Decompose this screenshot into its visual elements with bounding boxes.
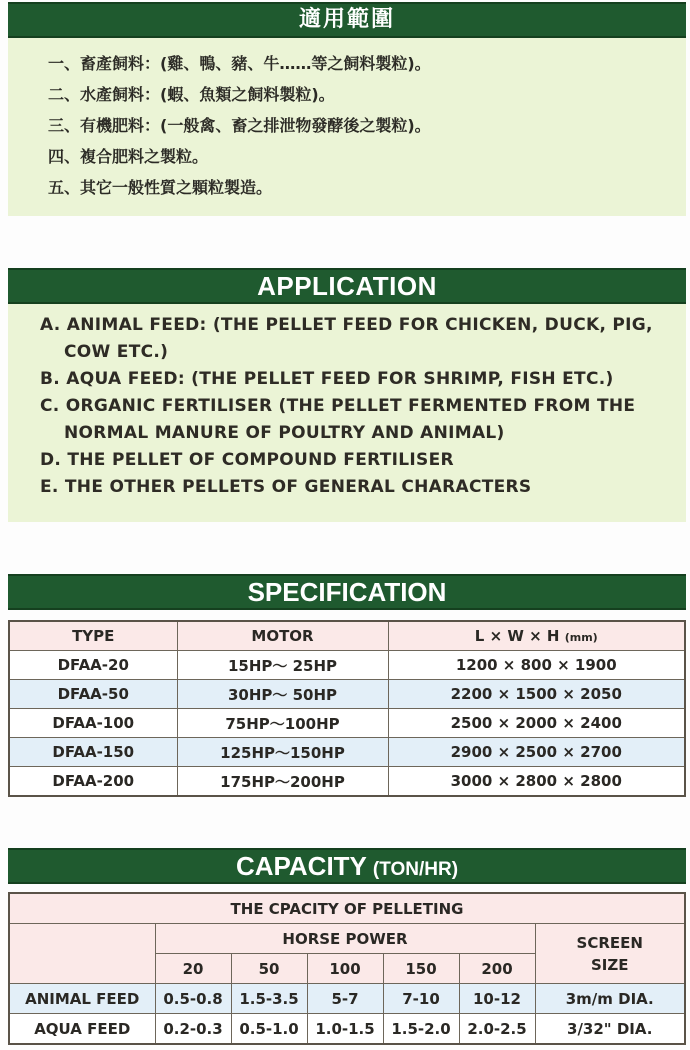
dimensions-cell: 3000 × 2800 × 2800 xyxy=(388,767,685,797)
dimensions-column-header xyxy=(388,621,685,651)
capacity-cell: 0.5-0.8 xyxy=(155,984,231,1014)
capacity-title: CAPACITY xyxy=(235,851,367,881)
application-title: APPLICATION xyxy=(8,268,686,304)
capacity-unit: (TON/HR) xyxy=(372,859,459,880)
type-cell: DFAA-100 xyxy=(9,709,177,738)
screen-size-cell: 3m/m DIA. xyxy=(535,984,685,1014)
application-item: E. THE OTHER PELLETS OF GENERAL CHARACTERS xyxy=(40,477,532,497)
application-item: A. ANIMAL FEED: (THE PELLET FEED FOR CHICKEN, DUCK, PIG, xyxy=(40,315,653,335)
table-header-row xyxy=(9,621,685,651)
capacity-title-bar xyxy=(8,848,686,884)
dimensions-label: L × W × H xyxy=(474,627,560,645)
application-panel xyxy=(8,304,686,522)
horse-power-header: HORSE POWER xyxy=(155,924,535,954)
table-row xyxy=(9,767,685,797)
dimensions-unit: (mm) xyxy=(564,631,598,644)
application-item: D. THE PELLET OF COMPOUND FERTILISER xyxy=(40,450,454,470)
feed-type-label: ANIMAL FEED xyxy=(9,984,155,1014)
chinese-scope-item: 二、水產飼料：(蝦、魚類之飼料製粒)。 xyxy=(48,85,335,104)
table-row xyxy=(9,651,685,680)
motor-cell: 15HP～ 25HP xyxy=(177,651,388,680)
application-item-continuation: NORMAL MANURE OF POULTRY AND ANIMAL) xyxy=(64,423,505,443)
horse-power-header-row xyxy=(9,924,685,954)
chinese-scope-panel xyxy=(8,38,686,216)
capacity-cell: 1.5-3.5 xyxy=(231,984,307,1014)
dimensions-cell: 2200 × 1500 × 2050 xyxy=(388,680,685,709)
capacity-cell: 1.5-2.0 xyxy=(383,1014,459,1045)
hp-value: 20 xyxy=(155,954,231,984)
motor-column-header: MOTOR xyxy=(177,621,388,651)
chinese-scope-title: 適用範圍 xyxy=(8,2,686,38)
dimensions-cell: 2500 × 2000 × 2400 xyxy=(388,709,685,738)
chinese-scope-item: 四、複合肥料之製粒。 xyxy=(48,147,209,166)
capacity-cell: 2.0-2.5 xyxy=(459,1014,535,1045)
table-row xyxy=(9,738,685,767)
application-item: C. ORGANIC FERTILISER (THE PELLET FERMENTED FROM THE xyxy=(40,396,636,416)
table-row xyxy=(9,709,685,738)
feed-type-label: AQUA FEED xyxy=(9,1014,155,1045)
capacity-cell: 0.5-1.0 xyxy=(231,1014,307,1045)
hp-value: 200 xyxy=(459,954,535,984)
application-item-continuation: COW ETC.) xyxy=(64,342,169,362)
application-item: B. AQUA FEED: (THE PELLET FEED FOR SHRIMP, FISH ETC.) xyxy=(40,369,614,389)
hp-value: 100 xyxy=(307,954,383,984)
screen-size-cell: 3/32" DIA. xyxy=(535,1014,685,1045)
capacity-caption: THE CPACITY OF PELLETING xyxy=(9,893,685,924)
application-section xyxy=(8,268,686,522)
dimensions-cell: 1200 × 800 × 1900 xyxy=(388,651,685,680)
table-row xyxy=(9,984,685,1014)
capacity-section xyxy=(8,848,686,1045)
screen-label: SCREEN xyxy=(576,933,643,952)
capacity-table xyxy=(8,892,686,1045)
type-cell: DFAA-150 xyxy=(9,738,177,767)
type-cell: DFAA-200 xyxy=(9,767,177,797)
type-column-header: TYPE xyxy=(9,621,177,651)
hp-value: 50 xyxy=(231,954,307,984)
capacity-cell: 7-10 xyxy=(383,984,459,1014)
motor-cell: 75HP～100HP xyxy=(177,709,388,738)
dimensions-cell: 2900 × 2500 × 2700 xyxy=(388,738,685,767)
hp-value: 150 xyxy=(383,954,459,984)
capacity-cell: 10-12 xyxy=(459,984,535,1014)
specification-title: SPECIFICATION xyxy=(8,574,686,610)
screen-size-header xyxy=(535,924,685,984)
chinese-scope-item: 三、有機肥料：(一般禽、畜之排泄物發酵後之製粒)。 xyxy=(48,116,431,135)
specification-section xyxy=(8,574,686,797)
motor-cell: 30HP～ 50HP xyxy=(177,680,388,709)
type-cell: DFAA-20 xyxy=(9,651,177,680)
capacity-caption-row xyxy=(9,893,685,924)
specification-table xyxy=(8,620,686,797)
size-label: SIZE xyxy=(590,955,629,974)
capacity-cell: 1.0-1.5 xyxy=(307,1014,383,1045)
table-row xyxy=(9,680,685,709)
motor-cell: 125HP～150HP xyxy=(177,738,388,767)
motor-cell: 175HP～200HP xyxy=(177,767,388,797)
chinese-scope-item: 五、其它一般性質之顆粒製造。 xyxy=(48,178,273,197)
chinese-scope-section xyxy=(8,2,686,216)
capacity-cell: 5-7 xyxy=(307,984,383,1014)
chinese-scope-item: 一、畜產飼料：(雞、鴨、豬、牛……等之飼料製粒)。 xyxy=(48,54,431,73)
type-cell: DFAA-50 xyxy=(9,680,177,709)
row-label-header xyxy=(9,924,155,984)
capacity-cell: 0.2-0.3 xyxy=(155,1014,231,1045)
table-row xyxy=(9,1014,685,1045)
